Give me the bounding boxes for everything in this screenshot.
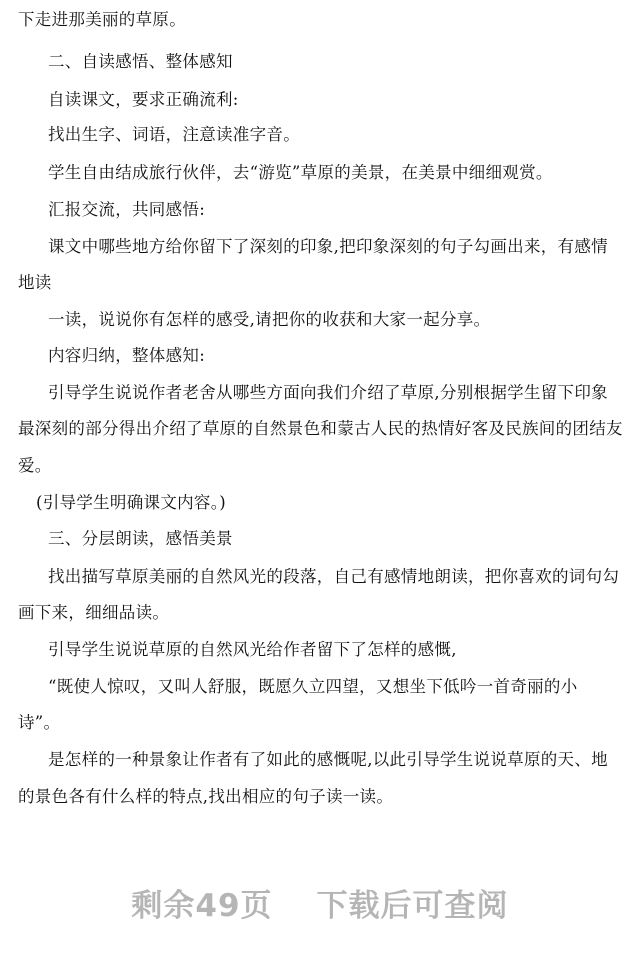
text-line: 下走进那美丽的草原。 bbox=[18, 10, 186, 29]
text-line: 最深刻的部分得出介绍了草原的自然景色和蒙古人民的热情好客及民族间的团结友 bbox=[18, 419, 623, 438]
text-line: 地读 bbox=[18, 273, 52, 292]
text-line: 是怎样的一种景象让作者有了如此的感慨呢,以此引导学生说说草原的天、地 bbox=[48, 750, 608, 769]
remaining-pages-label: 剩余49页 bbox=[131, 888, 273, 924]
text-line: 学生自由结成旅行伙伴，去“游览”草原的美景，在美景中细细观赏。 bbox=[48, 163, 553, 182]
text-line: 内容归纳，整体感知: bbox=[48, 346, 206, 365]
text-line: 画下来，细细品读。 bbox=[18, 603, 170, 622]
text-line: (引导学生明确课文内容。) bbox=[36, 493, 227, 512]
text-line: 引导学生说说草原的自然风光给作者留下了怎样的感慨, bbox=[48, 640, 457, 659]
text-line: 自读课文，要求正确流利: bbox=[48, 90, 239, 109]
quote-line: “既使人惊叹，又叫人舒服，既愿久立四望，又想坐下低吟一首奇丽的小 bbox=[48, 677, 578, 696]
quote-line: 诗”。 bbox=[18, 713, 61, 732]
section-heading: 二、自读感悟、整体感知 bbox=[48, 52, 233, 71]
text-line: 的景色各有什么样的特点,找出相应的句子读一读。 bbox=[18, 787, 394, 806]
text-line: 爱。 bbox=[18, 456, 52, 475]
text-line: 一读，说说你有怎样的感受,请把你的收获和大家一起分享。 bbox=[48, 310, 491, 329]
text-line: 找出描写草原美丽的自然风光的段落，自己有感情地朗读，把你喜欢的词句勾 bbox=[48, 567, 620, 586]
download-banner[interactable] bbox=[0, 880, 640, 925]
text-line: 找出生字、词语，注意读准字音。 bbox=[48, 125, 300, 144]
text-line: 汇报交流，共同感悟: bbox=[48, 200, 206, 219]
text-line: 课文中哪些地方给你留下了深刻的印象,把印象深刻的句子勾画出来，有感情 bbox=[48, 237, 608, 256]
download-to-view-label[interactable]: 下载后可查阅 bbox=[316, 888, 509, 924]
text-line: 引导学生说说作者老舍从哪些方面向我们介绍了草原,分别根据学生留下印象 bbox=[48, 383, 608, 402]
section-heading: 三、分层朗读，感悟美景 bbox=[48, 529, 233, 548]
